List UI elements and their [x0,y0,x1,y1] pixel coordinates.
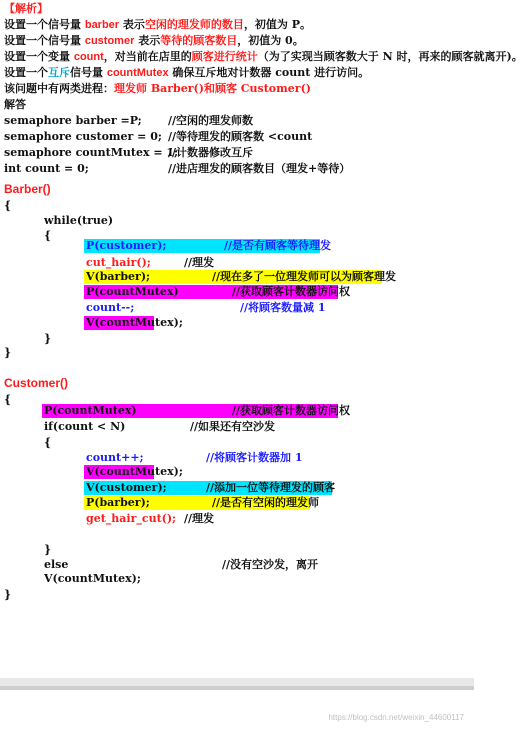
decl-barber: semaphore barber =P; //空闲的理发师数 [4,114,254,127]
customer-v-customer: V(customer); //添加一位等待理发的顾客 [86,481,336,494]
barber-v-count-mutex: V(countMutex); [86,316,183,329]
desc-line-5: 该问题中有两类进程：理发师 Barber()和顾客 Customer() [4,82,311,95]
barber-close-brace: } [4,346,12,359]
barber-count-decrement: count--; //将顾客数量减 1 [86,301,326,314]
barber-inner-open: { [44,229,52,242]
barber-p-customer: P(customer); //是否有顾客等待理发 [86,239,332,252]
decl-count: int count = 0; //进店理发的顾客数目（理发+等待） [4,162,351,175]
barber-cut-hair: cut_hair(); //理发 [86,256,215,269]
section-title: 【解析】 [4,2,48,15]
customer-else: else //没有空沙发，离开 [44,558,319,571]
decl-count-mutex: semaphore countMutex = 1; //计数器修改互斥 [4,146,254,159]
decl-customer: semaphore customer = 0; //等待理发的顾客数 <count [4,130,313,143]
customer-if-open: { [44,436,52,449]
page-divider-shadow [0,686,474,690]
watermark: https://blog.csdn.net/weixin_44600117 [328,713,464,722]
barber-inner-close: } [44,332,52,345]
customer-v-count-mutex: V(countMutex); [86,465,183,478]
desc-line-3: 设置一个变量 count，对当前在店里的顾客进行统计（为了实现当顾客数大于 N 时，再来的顾客就离开)。 [4,50,523,63]
answer-label: 解答 [4,98,26,111]
desc-line-4: 设置一个互斥信号量 countMutex 确保互斥地对计数器 count 进行访问。 [4,66,370,79]
customer-if-close: } [44,543,52,556]
customer-get-hair-cut: get_hair_cut(); //理发 [86,512,215,525]
desc-line-1: 设置一个信号量 barber 表示空闲的理发师的数目，初值为 P。 [4,18,312,31]
customer-count-increment: count++; //将顾客计数器加 1 [86,451,303,464]
customer-if: if(count < N) //如果还有空沙发 [44,420,276,433]
customer-v-count-mutex-final: V(countMutex); [44,572,141,585]
desc-line-2: 设置一个信号量 customer 表示等待的顾客数目，初值为 0。 [4,34,304,47]
barber-p-count-mutex: P(countMutex) //获取顾客计数器访问权 [86,285,351,298]
customer-close-brace: } [4,588,12,601]
customer-p-count-mutex: P(countMutex) //获取顾客计数器访问权 [44,404,351,417]
barber-open-brace: { [4,199,12,212]
barber-v-barber: V(barber); //现在多了一位理发师可以为顾客理发 [86,270,397,283]
customer-p-barber: P(barber); //是否有空闲的理发师 [86,496,320,509]
barber-while: while(true) [44,214,114,227]
barber-title: Barber() [4,182,51,196]
customer-title: Customer() [4,376,69,390]
customer-open-brace: { [4,393,12,406]
